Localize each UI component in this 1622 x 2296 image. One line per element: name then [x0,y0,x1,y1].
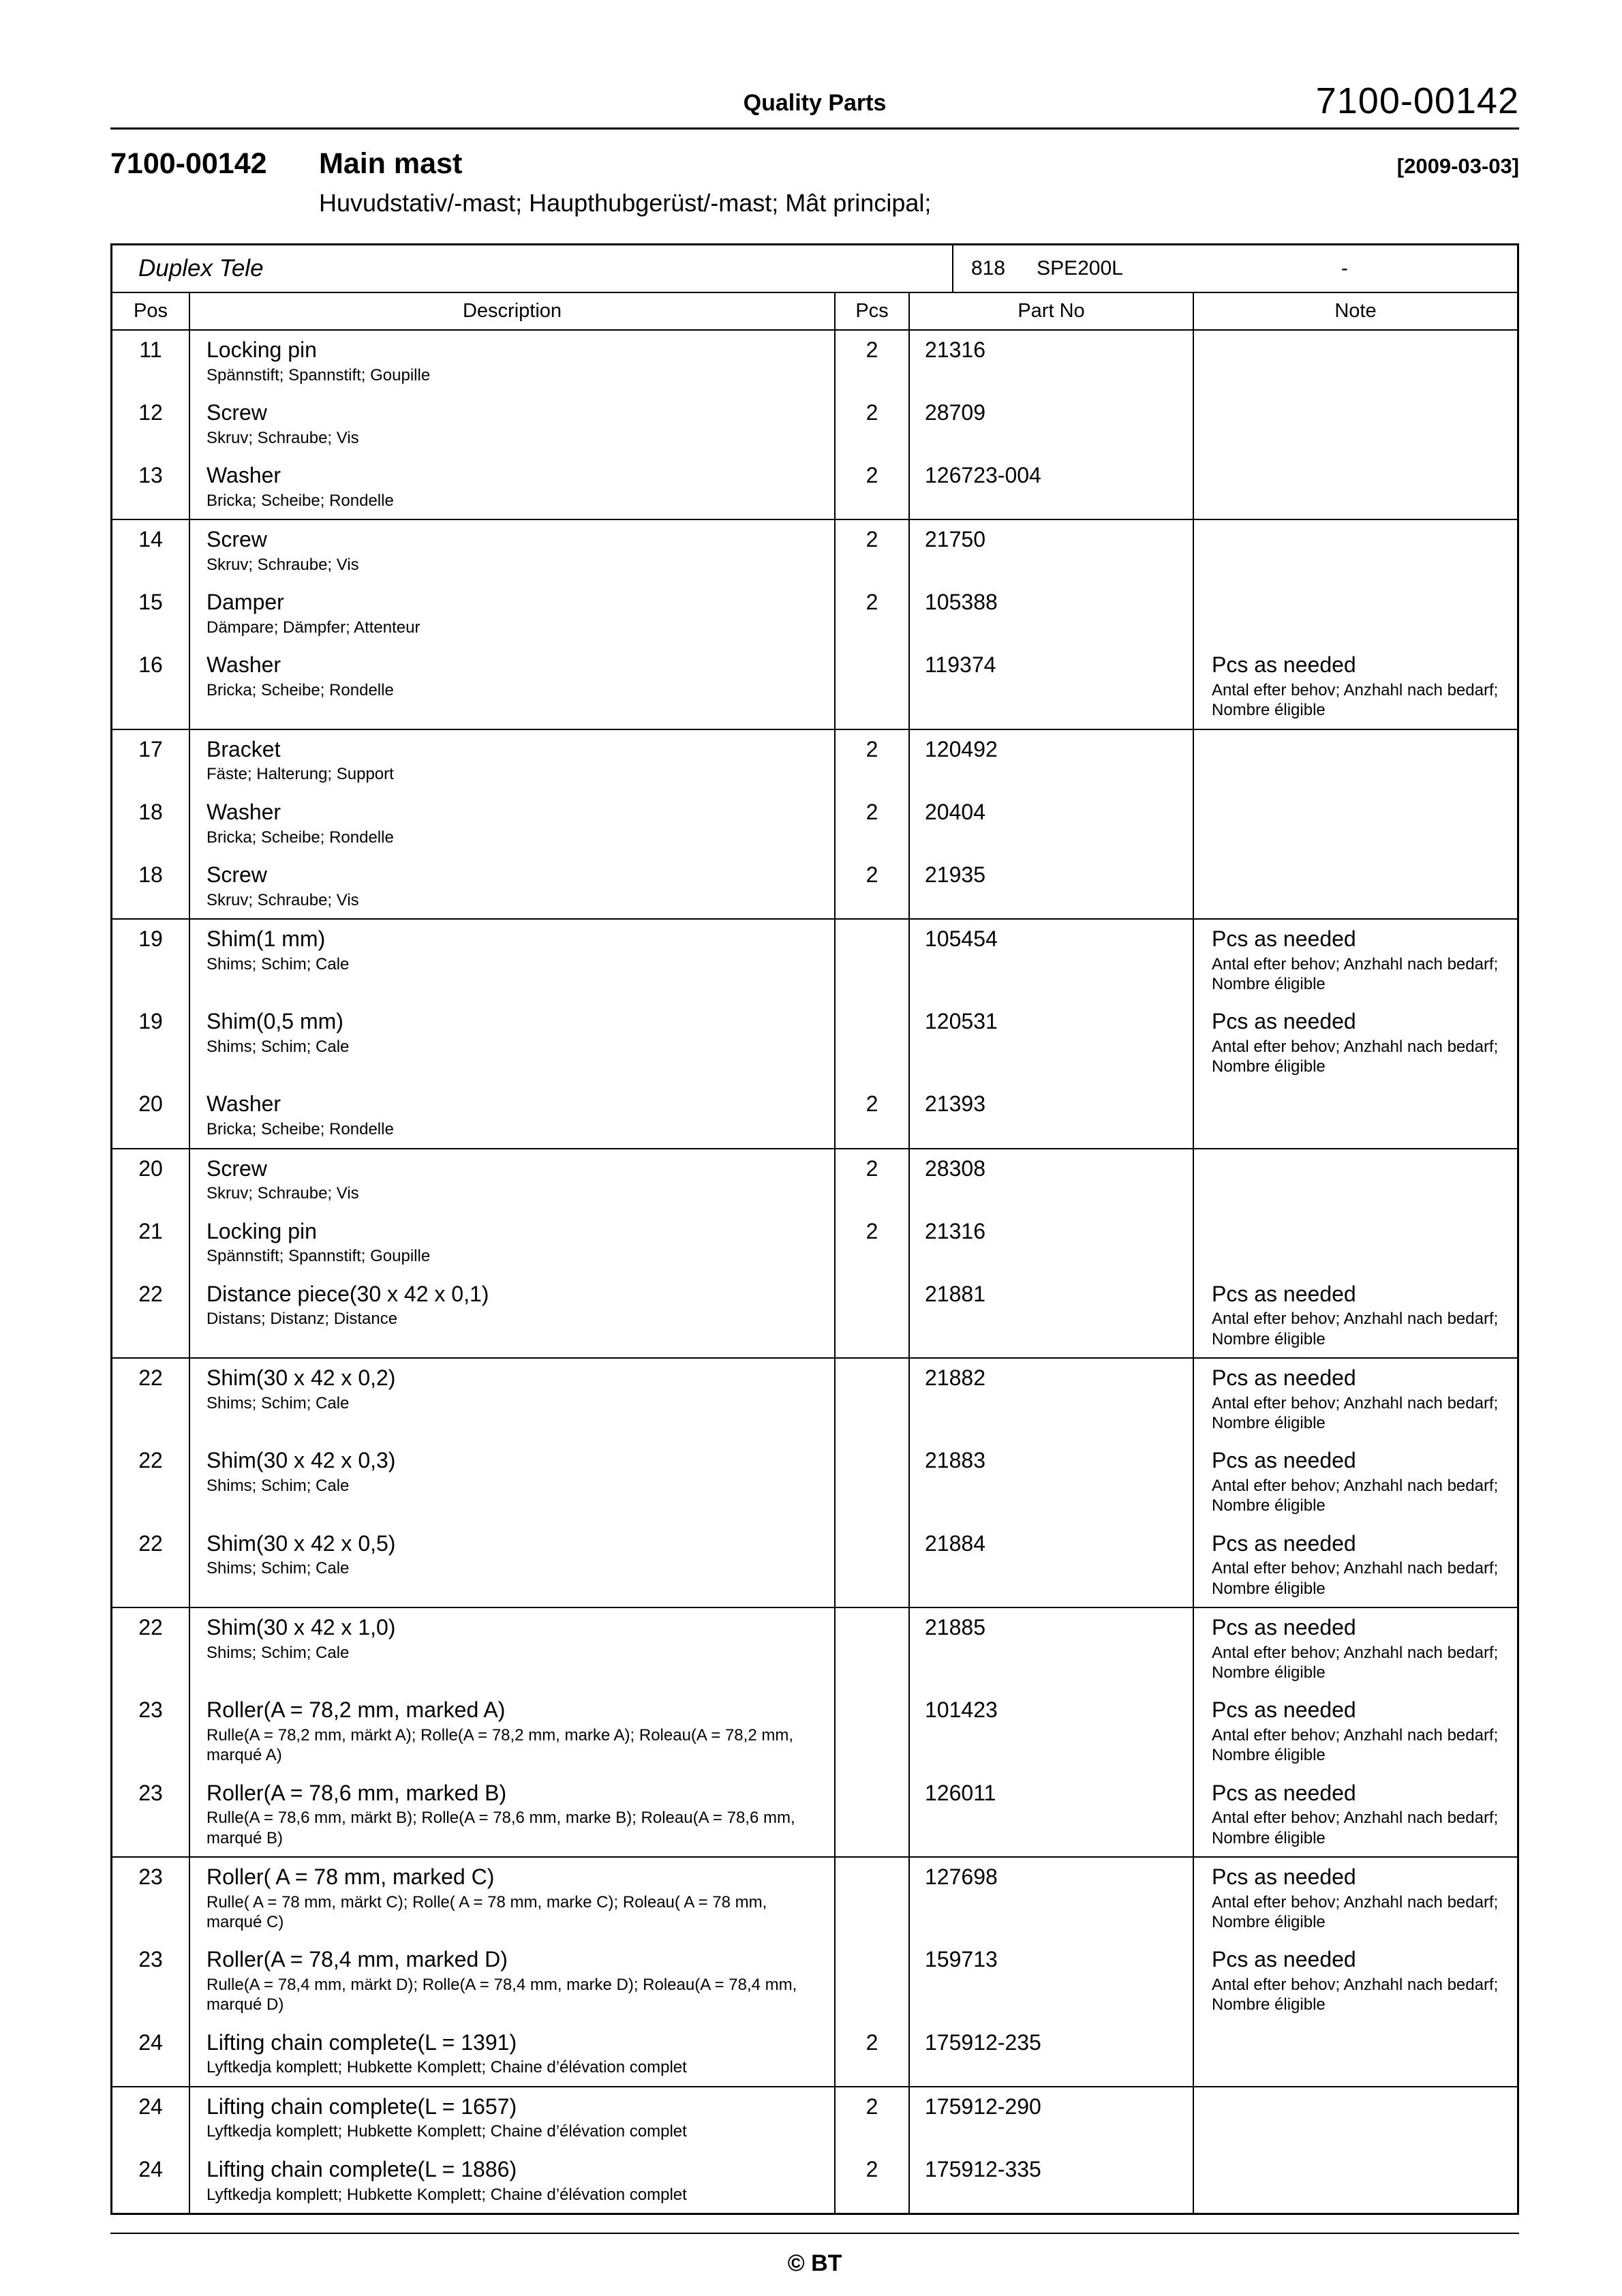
pos-cell: 22 [112,1358,189,1441]
table-row [112,1940,1517,2023]
pcs-cell: 2 [835,729,909,793]
partno-cell: 120531 [909,1002,1193,1085]
description-translations: Fäste; Halterung; Support [206,765,394,784]
description-translations: Bricka; Scheibe; Rondelle [206,828,394,847]
pcs-cell: 2 [835,2087,909,2150]
pos-cell: 22 [112,1275,189,1358]
revision-date: [2009-03-03] [1396,154,1519,178]
description-cell [189,1940,835,2023]
description-main: Washer [206,1091,281,1117]
description-translations: Bricka; Scheibe; Rondelle [206,681,394,700]
description-translations: Skruv; Schraube; Vis [206,890,359,909]
quality-parts-title: Quality Parts [743,90,887,116]
pcs-cell [835,1857,909,1940]
table-row [112,646,1517,729]
pcs-cell [835,1940,909,2023]
table-row [112,856,1517,919]
description-translations: Distans; Distanz; Distance [206,1310,398,1329]
footer-rule [110,2233,1519,2234]
note-main: Pcs as needed [1212,1864,1356,1889]
description-main: Screw [206,862,267,887]
table-row [112,1691,1517,1773]
table-row [112,1441,1517,1524]
description-translations: Shims; Schim; Cale [206,1643,350,1662]
document-number: 7100-00142 [1315,80,1519,121]
description-translations: Spännstift; Spannstift; Goupille [206,365,431,384]
description-translations: Shims; Schim; Cale [206,1477,350,1496]
description-main: Lifting chain complete(L = 1886) [206,2156,517,2181]
note-cell [1193,2087,1517,2150]
description-main: Screw [206,527,267,552]
description-main: Distance piece(30 x 42 x 0,1) [206,1281,489,1306]
title-row [110,147,1519,181]
note-main: Pcs as needed [1212,926,1356,951]
description-translations: Skruv; Schraube; Vis [206,1184,359,1203]
partno-cell: 21885 [909,1607,1193,1691]
page-subtitle: Huvudstativ/-mast; Haupthubgerüst/-mast; Mât principal; [319,189,932,217]
description-cell [189,856,835,919]
note-translations: Antal efter behov; Anzhahl nach bedarf; Nombre éligible [1212,954,1499,993]
description-main: Shim(0,5 mm) [206,1009,343,1034]
table-row [112,919,1517,1002]
description-cell [189,583,835,646]
description-cell [189,1524,835,1607]
note-cell [1193,646,1517,729]
description-translations: Rulle(A = 78,2 mm, märkt A); Rolle(A = 78,2 mm, marke A); Roleau(A = 78,2 mm, marqué A) [206,1726,793,1765]
partno-cell: 175912-235 [909,2023,1193,2087]
pos-cell: 24 [112,2150,189,2213]
model-name-cell [112,245,953,292]
parts-table [110,243,1519,2215]
pos-cell: 13 [112,456,189,519]
description-translations: Shims; Schim; Cale [206,1559,350,1578]
description-main: Screw [206,1155,267,1181]
note-cell [1193,1857,1517,1940]
description-main: Washer [206,799,281,824]
note-main: Pcs as needed [1212,1614,1356,1640]
pos-cell: 23 [112,1857,189,1940]
masthead [110,59,1519,130]
pcs-cell: 2 [835,519,909,583]
description-cell [189,1002,835,1085]
description-translations: Rulle(A = 78,6 mm, märkt B); Rolle(A = 78,6 mm, marke B); Roleau(A = 78,6 mm, marqué B) [206,1809,795,1847]
note-main: Pcs as needed [1212,1281,1356,1306]
table-row [112,583,1517,646]
table-row [112,793,1517,856]
column-header-pos: Pos [112,293,189,330]
table-row [112,1607,1517,1691]
table-row [112,2150,1517,2213]
description-main: Washer [206,463,281,488]
partno-cell: 28709 [909,393,1193,456]
partno-cell: 101423 [909,1691,1193,1773]
description-main: Shim(30 x 42 x 0,2) [206,1365,396,1390]
column-header-note: Note [1193,293,1517,330]
note-translations: Antal efter behov; Anzhahl nach bedarf; Nombre éligible [1212,1892,1499,1932]
page-title: Main mast [319,147,463,180]
description-translations: Skruv; Schraube; Vis [206,555,359,574]
description-translations: Skruv; Schraube; Vis [206,428,359,447]
table-row [112,1857,1517,1940]
note-cell [1193,919,1517,1002]
note-translations: Antal efter behov; Anzhahl nach bedarf; Nombre éligible [1212,1726,1499,1765]
partno-cell: 126723-004 [909,456,1193,519]
note-translations: Antal efter behov; Anzhahl nach bedarf; Nombre éligible [1212,1310,1499,1348]
table-row [112,393,1517,456]
pcs-cell: 2 [835,583,909,646]
note-main: Pcs as needed [1212,1530,1356,1556]
table-header [112,293,1517,330]
model-name: Duplex Tele [138,255,264,282]
column-header-description: Description [189,293,835,330]
description-cell [189,1275,835,1358]
pcs-cell [835,919,909,1002]
description-main: Washer [206,652,281,678]
description-main: Shim(1 mm) [206,926,326,951]
note-translations: Antal efter behov; Anzhahl nach bedarf; Nombre éligible [1212,1477,1499,1515]
note-cell [1193,1275,1517,1358]
description-cell [189,330,835,393]
note-translations: Antal efter behov; Anzhahl nach bedarf; Nombre éligible [1212,1393,1499,1433]
partno-cell: 175912-335 [909,2150,1193,2213]
note-cell [1193,1002,1517,1085]
description-cell [189,2087,835,2150]
note-main: Pcs as needed [1212,652,1356,678]
pos-cell: 19 [112,1002,189,1085]
description-translations: Shims; Schim; Cale [206,1393,350,1413]
description-cell [189,2150,835,2213]
note-cell [1193,330,1517,393]
partno-cell: 175912-290 [909,2087,1193,2150]
table-row [112,519,1517,583]
description-cell [189,1857,835,1940]
note-cell [1193,1524,1517,1607]
pos-cell: 17 [112,729,189,793]
table-row [112,1524,1517,1607]
partno-cell: 126011 [909,1774,1193,1857]
table-row [112,2087,1517,2150]
description-main: Roller( A = 78 mm, marked C) [206,1864,495,1889]
description-main: Shim(30 x 42 x 0,3) [206,1448,396,1473]
note-cell [1193,519,1517,583]
pcs-cell: 2 [835,393,909,456]
note-cell [1193,856,1517,919]
description-translations: Lyftkedja komplett; Hubkette Komplett; Chaine d’élévation complet [206,2122,687,2141]
note-main: Pcs as needed [1212,1009,1356,1034]
description-cell [189,1774,835,1857]
description-main: Roller(A = 78,6 mm, marked B) [206,1780,507,1805]
note-cell [1193,1940,1517,2023]
description-main: Lifting chain complete(L = 1657) [206,2094,517,2119]
pcs-cell: 2 [835,2023,909,2087]
partno-cell: 21393 [909,1085,1193,1148]
partno-cell: 21881 [909,1275,1193,1358]
description-main: Shim(30 x 42 x 1,0) [206,1614,396,1640]
pos-cell: 14 [112,519,189,583]
pos-cell: 24 [112,2087,189,2150]
partno-cell: 21750 [909,519,1193,583]
note-translations: Antal efter behov; Anzhahl nach bedarf; Nombre éligible [1212,1643,1499,1682]
partno-cell: 20404 [909,793,1193,856]
table-row [112,1149,1517,1212]
table-row [112,2023,1517,2087]
partno-cell: 21884 [909,1524,1193,1607]
pos-cell: 15 [112,583,189,646]
partno-cell: 21316 [909,1212,1193,1275]
description-translations: Lyftkedja komplett; Hubkette Komplett; Chaine d’élévation complet [206,2058,687,2077]
note-cell [1193,2150,1517,2213]
note-cell [1193,793,1517,856]
partno-cell: 21883 [909,1441,1193,1524]
description-translations: Shims; Schim; Cale [206,1037,350,1056]
pos-cell: 21 [112,1212,189,1275]
table-row [112,330,1517,393]
description-translations: Bricka; Scheibe; Rondelle [206,491,394,510]
pos-cell: 23 [112,1940,189,2023]
note-cell [1193,1085,1517,1148]
pcs-cell: 2 [835,1149,909,1212]
description-cell [189,1149,835,1212]
note-cell [1193,1441,1517,1524]
pos-cell: 20 [112,1085,189,1148]
description-main: Roller(A = 78,2 mm, marked A) [206,1697,506,1723]
table-row [112,729,1517,793]
description-translations: Lyftkedja komplett; Hubkette Komplett; Chaine d’élévation complet [206,2185,687,2204]
pos-cell: 18 [112,793,189,856]
table-row [112,1275,1517,1358]
partno-cell: 105388 [909,583,1193,646]
pos-cell: 20 [112,1149,189,1212]
description-cell [189,1607,835,1691]
description-main: Shim(30 x 42 x 0,5) [206,1530,396,1556]
partno-cell: 105454 [909,919,1193,1002]
note-main: Pcs as needed [1212,1947,1356,1972]
description-main: Bracket [206,736,281,761]
table-row [112,1002,1517,1085]
pcs-cell [835,1441,909,1524]
model-code-cell [953,245,1517,292]
note-translations: Antal efter behov; Anzhahl nach bedarf; Nombre éligible [1212,1809,1499,1847]
pcs-cell [835,1358,909,1441]
note-cell [1193,393,1517,456]
description-cell [189,456,835,519]
description-cell [189,1085,835,1148]
partno-cell: 127698 [909,1857,1193,1940]
page-title-code: 7100-00142 [110,147,267,180]
parts-list [112,293,1517,2213]
pos-cell: 18 [112,856,189,919]
partno-cell: 159713 [909,1940,1193,2023]
pos-cell: 23 [112,1691,189,1773]
description-cell [189,2023,835,2087]
description-main: Locking pin [206,1218,317,1243]
note-translations: Antal efter behov; Anzhahl nach bedarf; Nombre éligible [1212,1976,1499,2014]
pos-cell: 24 [112,2023,189,2087]
model-code-right: SPE200L [1037,257,1123,280]
pcs-cell [835,1524,909,1607]
pcs-cell [835,1275,909,1358]
note-cell [1193,1774,1517,1857]
note-cell [1193,1607,1517,1691]
partno-cell: 28308 [909,1149,1193,1212]
description-cell [189,393,835,456]
note-cell [1193,2023,1517,2087]
footer-copyright: © BT [787,2250,842,2276]
pos-cell: 22 [112,1524,189,1607]
pcs-cell: 2 [835,856,909,919]
description-translations: Rulle( A = 78 mm, märkt C); Rolle( A = 78 mm, marke C); Roleau( A = 78 mm, marqué C) [206,1892,767,1932]
pos-cell: 12 [112,393,189,456]
description-cell [189,1212,835,1275]
note-translations: Antal efter behov; Anzhahl nach bedarf; Nombre éligible [1212,1037,1499,1076]
pcs-cell: 2 [835,330,909,393]
parts-table-body [112,330,1517,2213]
table-row [112,1212,1517,1275]
description-cell [189,1441,835,1524]
table-row [112,1085,1517,1148]
description-cell [189,793,835,856]
note-main: Pcs as needed [1212,1448,1356,1473]
pos-cell: 11 [112,330,189,393]
table-row [112,1774,1517,1857]
note-cell [1193,1149,1517,1212]
pcs-cell: 2 [835,1085,909,1148]
column-header-partno: Part No [909,293,1193,330]
pos-cell: 19 [112,919,189,1002]
description-translations: Dämpare; Dämpfer; Attenteur [206,618,420,637]
partno-cell: 21882 [909,1358,1193,1441]
partno-cell: 119374 [909,646,1193,729]
pcs-cell: 2 [835,1212,909,1275]
description-translations: Spännstift; Spannstift; Goupille [206,1247,431,1266]
description-main: Locking pin [206,337,317,362]
description-main: Damper [206,590,284,615]
description-translations: Shims; Schim; Cale [206,954,350,973]
column-header-pcs: Pcs [835,293,909,330]
partno-cell: 21316 [909,330,1193,393]
pos-cell: 23 [112,1774,189,1857]
table-row [112,456,1517,519]
note-cell [1193,456,1517,519]
description-main: Roller(A = 78,4 mm, marked D) [206,1947,508,1972]
note-cell [1193,1212,1517,1275]
pcs-cell [835,1002,909,1085]
partno-cell: 21935 [909,856,1193,919]
pcs-cell [835,1691,909,1773]
pcs-cell: 2 [835,456,909,519]
note-cell [1193,1691,1517,1773]
description-cell [189,1358,835,1441]
note-cell [1193,583,1517,646]
model-bar [112,245,1517,293]
description-cell [189,1691,835,1773]
description-cell [189,646,835,729]
note-main: Pcs as needed [1212,1365,1356,1390]
description-cell [189,729,835,793]
partno-cell: 120492 [909,729,1193,793]
pcs-cell [835,1774,909,1857]
pcs-cell [835,646,909,729]
note-translations: Antal efter behov; Anzhahl nach bedarf; Nombre éligible [1212,681,1499,720]
pos-cell: 22 [112,1441,189,1524]
model-dash: - [1341,257,1348,280]
description-cell [189,519,835,583]
pos-cell: 22 [112,1607,189,1691]
pos-cell: 16 [112,646,189,729]
pcs-cell: 2 [835,793,909,856]
table-row [112,1358,1517,1441]
model-code-left: 818 [971,257,1006,280]
note-cell [1193,729,1517,793]
note-main: Pcs as needed [1212,1780,1356,1805]
note-cell [1193,1358,1517,1441]
description-translations: Bricka; Scheibe; Rondelle [206,1120,394,1139]
pcs-cell: 2 [835,2150,909,2213]
pcs-cell [835,1607,909,1691]
description-translations: Rulle(A = 78,4 mm, märkt D); Rolle(A = 78,4 mm, marke D); Roleau(A = 78,4 mm, marqué D) [206,1976,797,2014]
description-cell [189,919,835,1002]
note-translations: Antal efter behov; Anzhahl nach bedarf; Nombre éligible [1212,1559,1499,1598]
description-main: Screw [206,400,267,425]
note-main: Pcs as needed [1212,1697,1356,1723]
description-main: Lifting chain complete(L = 1391) [206,2029,517,2055]
